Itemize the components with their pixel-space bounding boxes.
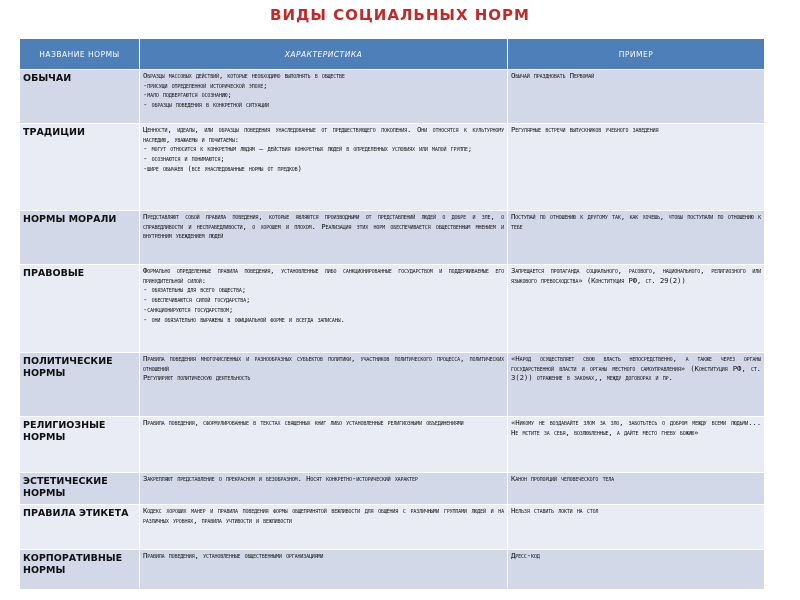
table-row	[20, 70, 765, 124]
example-cell	[508, 417, 765, 473]
example-cell	[508, 353, 765, 417]
example-cell	[508, 211, 765, 265]
example-cell	[508, 265, 765, 353]
characteristic-cell	[140, 70, 508, 124]
characteristic-line: Кодекс хороших манер и правила поведения формы общепринятой вежливости для общения с различными группами людей и на различных уровнях, правила учтивости и вежливости	[143, 506, 504, 525]
characteristic-line: - могут относится к конкретным людям – действия конкретных людей в определенных условиях или малой группе;	[143, 144, 473, 154]
characteristic-line: - обеспечиваются силой государства;	[143, 295, 251, 305]
characteristic-cell	[140, 265, 508, 353]
characteristic-line: - обязательны для всего общества;	[143, 285, 247, 295]
example-cell	[508, 124, 765, 211]
norm-name-cell	[20, 417, 140, 473]
norm-name-cell	[20, 353, 140, 417]
norm-name: ОБЫЧАИ	[23, 73, 72, 84]
characteristic-line: - осознаются и понимаются;	[143, 154, 225, 164]
norm-name: КОРПОРАТИВНЫЕ НОРМЫ	[23, 553, 123, 576]
example-line: «Народ осуществляет свою власть непосредственно, а также через органы государственной власти и органы местного самоуправления» (Конституция РФ, ст. 3(2)) отражение в законах,, между договорах и пр.	[511, 354, 761, 383]
characteristic-cell	[140, 124, 508, 211]
example-line: Нельзя ставить локти на стол	[511, 506, 599, 515]
characteristic-line: Правила поведения многочисленных и разнообразных субъектов политики, участников политического процесса, политических отношений	[143, 354, 504, 373]
characteristic-line: -шире обычаев (все унаследованные нормы от предков)	[143, 163, 302, 173]
table-row	[20, 124, 765, 211]
table-row	[20, 353, 765, 417]
characteristic-cell	[140, 505, 508, 550]
table-row	[20, 417, 765, 473]
header-example: ПРИМЕР	[508, 39, 765, 70]
characteristic-cell	[140, 211, 508, 265]
norm-name-cell	[20, 473, 140, 505]
example-cell	[508, 550, 765, 590]
example-line: Дресс-код	[511, 551, 540, 560]
characteristic-line: Регулируют политическую деятельность	[143, 373, 251, 383]
characteristic-cell	[140, 550, 508, 590]
social-norms-table	[19, 38, 765, 590]
norm-name-cell	[20, 211, 140, 265]
norm-name: ПРАВОВЫЕ	[23, 268, 85, 279]
norm-name-cell	[20, 550, 140, 590]
example-line: Поступай по отношению к другому так, как хочешь, чтобы поступали по отношению к тебе	[511, 212, 761, 231]
characteristic-line: Ценности, идеалы, или образцы поведения унаследованные от предшествующего поколения. Они относятся к культурному наследию, уважаемы и почитаемы:	[143, 125, 504, 144]
characteristic-line: Правила поведения, установленные общественными организациями	[143, 551, 324, 560]
norm-name-cell	[20, 70, 140, 124]
norm-name-cell	[20, 505, 140, 550]
table-row	[20, 473, 765, 505]
norm-name-cell	[20, 265, 140, 353]
norm-name: ТРАДИЦИИ	[23, 127, 85, 138]
table-row	[20, 550, 765, 590]
table-row	[20, 505, 765, 550]
characteristic-line: - образцы поведения в конкретной ситуации	[143, 100, 269, 110]
example-line: Регулярные встречи выпускников учебного заведения	[511, 125, 659, 134]
characteristic-line: Формально определенные правила поведения, установленные либо санкционированные государством и поддерживаемые его принудительной силой:	[143, 266, 504, 285]
characteristic-line: Закрепляют представление о прекрасном и безобразном. Носят конкретно-исторический характер	[143, 474, 418, 483]
example-line: Обычай праздновать Первомай	[511, 71, 594, 80]
norm-name: ПОЛИТИЧЕСКИЕ НОРМЫ	[23, 356, 113, 379]
characteristic-line: -мало подвергаются осознанию;	[143, 90, 232, 100]
header-name: НАЗВАНИЕ НОРМЫ	[20, 39, 140, 70]
table-row	[20, 265, 765, 353]
table-header-row	[20, 39, 765, 70]
characteristic-line: -присущи определенной исторической эпохе;	[143, 80, 268, 90]
characteristic-line: Правила поведения, сформулированные в текстах священных книг либо установленные религиозными объединениями	[143, 418, 464, 427]
norm-name: НОРМЫ МОРАЛИ	[23, 214, 117, 225]
characteristic-line: Образцы массовых действий, которые необходимо выполнять в обществе	[143, 71, 345, 80]
characteristic-line: -санкционируются государством;	[143, 304, 234, 314]
norm-name-cell	[20, 124, 140, 211]
page-title: ВИДЫ СОЦИАЛЬНЫХ НОРМ	[270, 6, 530, 24]
norm-name: ЭСТЕТИЧЕСКИЕ НОРМЫ	[23, 476, 108, 499]
example-cell	[508, 505, 765, 550]
example-line: Канон пропорций человеческого тела	[511, 474, 615, 483]
table-row	[20, 211, 765, 265]
example-line: «Никому не воздавайте злом за зло, заботьтесь о добром между всеми людьми... Не мстите за себя, возлюбленные, а дайте место гневу божию»	[511, 418, 761, 437]
characteristic-line: - они обязательно выражены в официальной форме и всегда записаны.	[143, 314, 345, 324]
characteristic-cell	[140, 473, 508, 505]
norm-name: ПРАВИЛА ЭТИКЕТА	[23, 508, 129, 519]
example-cell	[508, 70, 765, 124]
characteristic-line: Представляют собой правила поведения, которые являются производными от представлений людей о добре и зле, о справедливости и несправедливости, о хорошем и плохом. Реализация этих норм обеспечивается общественным мнением и внутренним убеждением людей	[143, 212, 505, 241]
example-cell	[508, 473, 765, 505]
characteristic-cell	[140, 353, 508, 417]
header-characteristic: ХАРАКТЕРИСТИКА	[140, 39, 508, 70]
characteristic-cell	[140, 417, 508, 473]
norm-name: РЕЛИГИОЗНЫЕ НОРМЫ	[23, 420, 106, 443]
example-line: Запрещается пропаганда социального, расового, национального, религиозного или языкового превосходства» (Конституция РФ, ст. 29(2))	[511, 266, 761, 285]
